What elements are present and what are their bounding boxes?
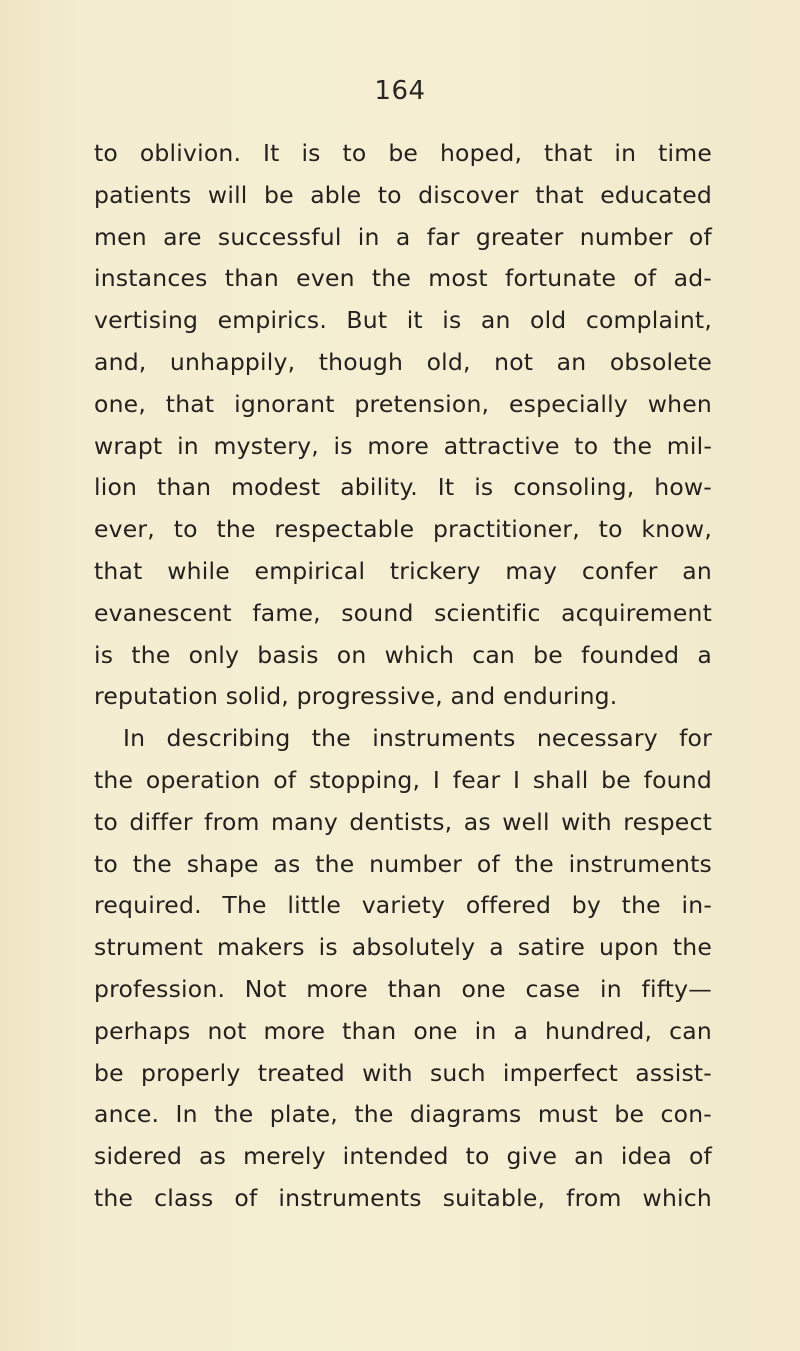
text-line: is the only basis on which can be founded a bbox=[94, 640, 712, 669]
text-line: that while empirical trickery may confer an bbox=[94, 556, 712, 585]
text-line: to differ from many dentists, as well with respect bbox=[94, 807, 712, 836]
text-line: instances than even the most fortunate of ad- bbox=[94, 264, 712, 293]
text-line: patients will be able to discover that educated bbox=[94, 180, 712, 209]
text-line: evanescent fame, sound scientific acquirement bbox=[94, 598, 712, 627]
text-line: profession. Not more than one case in fifty— bbox=[94, 974, 712, 1003]
text-line: one, that ignorant pretension, especially when bbox=[94, 389, 712, 418]
text-line: ever, to the respectable practitioner, to know, bbox=[94, 515, 712, 544]
text-line: the class of instruments suitable, from which bbox=[94, 1183, 712, 1212]
text-line: lion than modest ability. It is consoling, how- bbox=[94, 473, 712, 502]
text-line: required. The little variety offered by the in- bbox=[94, 891, 712, 920]
body-text bbox=[94, 133, 712, 1220]
text-line: vertising empirics. But it is an old complaint, bbox=[94, 306, 712, 335]
text-line: to the shape as the number of the instruments bbox=[94, 849, 712, 878]
text-line: the operation of stopping, I fear I shall be found bbox=[94, 765, 712, 794]
text-line: wrapt in mystery, is more attractive to the mil- bbox=[94, 431, 712, 460]
text-line: ance. In the plate, the diagrams must be con- bbox=[94, 1100, 712, 1129]
text-line: perhaps not more than one in a hundred, can bbox=[94, 1016, 712, 1045]
text-line: and, unhappily, though old, not an obsolete bbox=[94, 347, 712, 376]
text-line: to oblivion. It is to be hoped, that in time bbox=[94, 139, 712, 167]
text-line: be properly treated with such imperfect assist- bbox=[94, 1058, 712, 1087]
text-line: sidered as merely intended to give an idea of bbox=[94, 1142, 712, 1171]
paragraph-start-line: In describing the instruments necessary for bbox=[123, 724, 712, 753]
page-number: 164 bbox=[374, 76, 426, 106]
paragraph-end-line: reputation solid, progressive, and enduring. bbox=[94, 682, 618, 711]
text-line: strument makers is absolutely a satire upon the bbox=[94, 933, 712, 962]
text-line: men are successful in a far greater number of bbox=[94, 222, 712, 251]
